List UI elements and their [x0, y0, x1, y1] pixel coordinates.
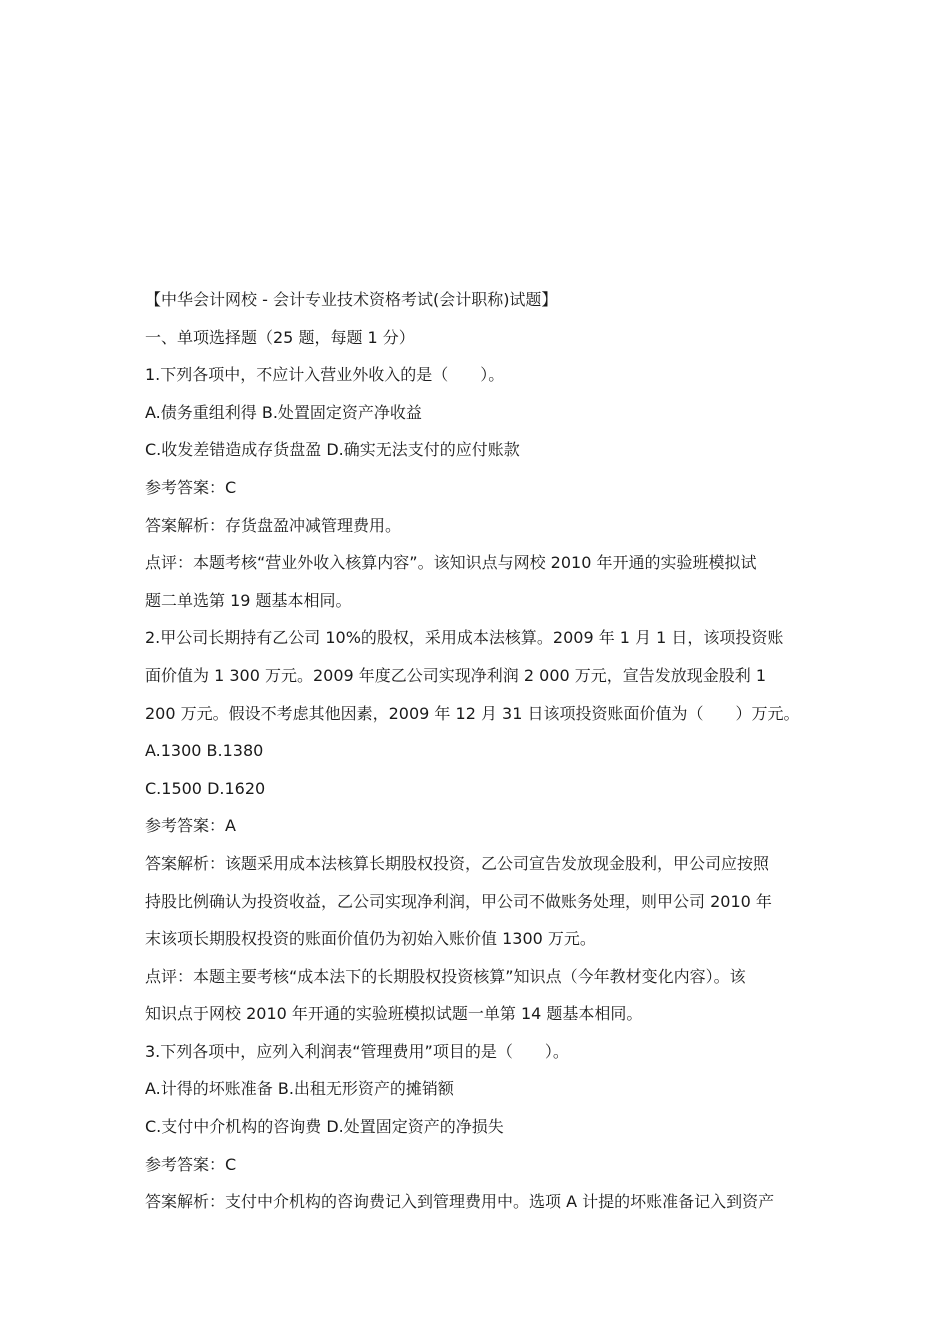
- document-body: [145, 286, 835, 1226]
- question-1-options-cd: C.收发差错造成存货盘盈 D.确实无法支付的应付账款: [145, 440, 520, 460]
- question-2-stem-cont-2: 200 万元。假设不考虑其他因素，2009 年 12 月 31 日该项投资账面价值为（ ）万元。: [145, 703, 800, 723]
- document-title: 【中华会计网校 - 会计专业技术资格考试(会计职称)试题】: [145, 290, 558, 309]
- question-2-explanation-cont-2: 末该项长期股权投资的账面价值仍为初始入账价值 1300 万元。: [145, 929, 596, 949]
- question-1-explanation: 答案解析：存货盘盈冲减管理费用。: [145, 515, 402, 535]
- question-3-explanation: 答案解析：支付中介机构的咨询费记入到管理费用中。选项 A 计提的坏账准备记入到资产: [145, 1192, 775, 1212]
- question-2-explanation: 答案解析：该题采用成本法核算长期股权投资，乙公司宣告发放现金股利，甲公司应按照: [145, 853, 770, 873]
- question-2-comment: 点评：本题主要考核“成本法下的长期股权投资核算”知识点（今年教材变化内容）。该: [145, 966, 746, 986]
- question-3-options-ab: A.计得的坏账准备 B.出租无形资产的摊销额: [145, 1079, 454, 1099]
- section-heading: 一、单项选择题（25 题，每题 1 分）: [145, 327, 415, 347]
- question-2-answer: 参考答案：A: [145, 816, 236, 836]
- question-1-answer: 参考答案：C: [145, 477, 237, 497]
- question-3-answer: 参考答案：C: [145, 1154, 237, 1174]
- question-1-comment: 点评：本题考核“营业外收入核算内容”。该知识点与网校 2010 年开通的实验班模拟试: [145, 553, 757, 573]
- question-1-options-ab: A.债务重组利得 B.处置固定资产净收益: [145, 402, 422, 422]
- question-2-comment-cont: 知识点于网校 2010 年开通的实验班模拟试题一单第 14 题基本相同。: [145, 1004, 643, 1024]
- question-3-stem: 3.下列各项中，应列入利润表“管理费用”项目的是（ ）。: [145, 1041, 569, 1061]
- question-2-options-ab: A.1300 B.1380: [145, 741, 264, 761]
- question-2-stem-cont-1: 面价值为 1 300 万元。2009 年度乙公司实现净利润 2 000 万元，宣告发放现金股利 1: [145, 665, 767, 685]
- question-2-stem: 2.甲公司长期持有乙公司 10%的股权，采用成本法核算。2009 年 1 月 1 日，该项投资账: [145, 628, 784, 648]
- question-1-comment-cont: 题二单选第 19 题基本相同。: [145, 590, 352, 610]
- question-1-stem: 1.下列各项中，不应计入营业外收入的是（ ）。: [145, 365, 505, 385]
- question-2-explanation-cont-1: 持股比例确认为投资收益，乙公司实现净利润，甲公司不做账务处理，则甲公司 2010 年: [145, 891, 772, 911]
- question-2-options-cd: C.1500 D.1620: [145, 778, 266, 798]
- question-3-options-cd: C.支付中介机构的咨询费 D.处置固定资产的净损失: [145, 1117, 504, 1137]
